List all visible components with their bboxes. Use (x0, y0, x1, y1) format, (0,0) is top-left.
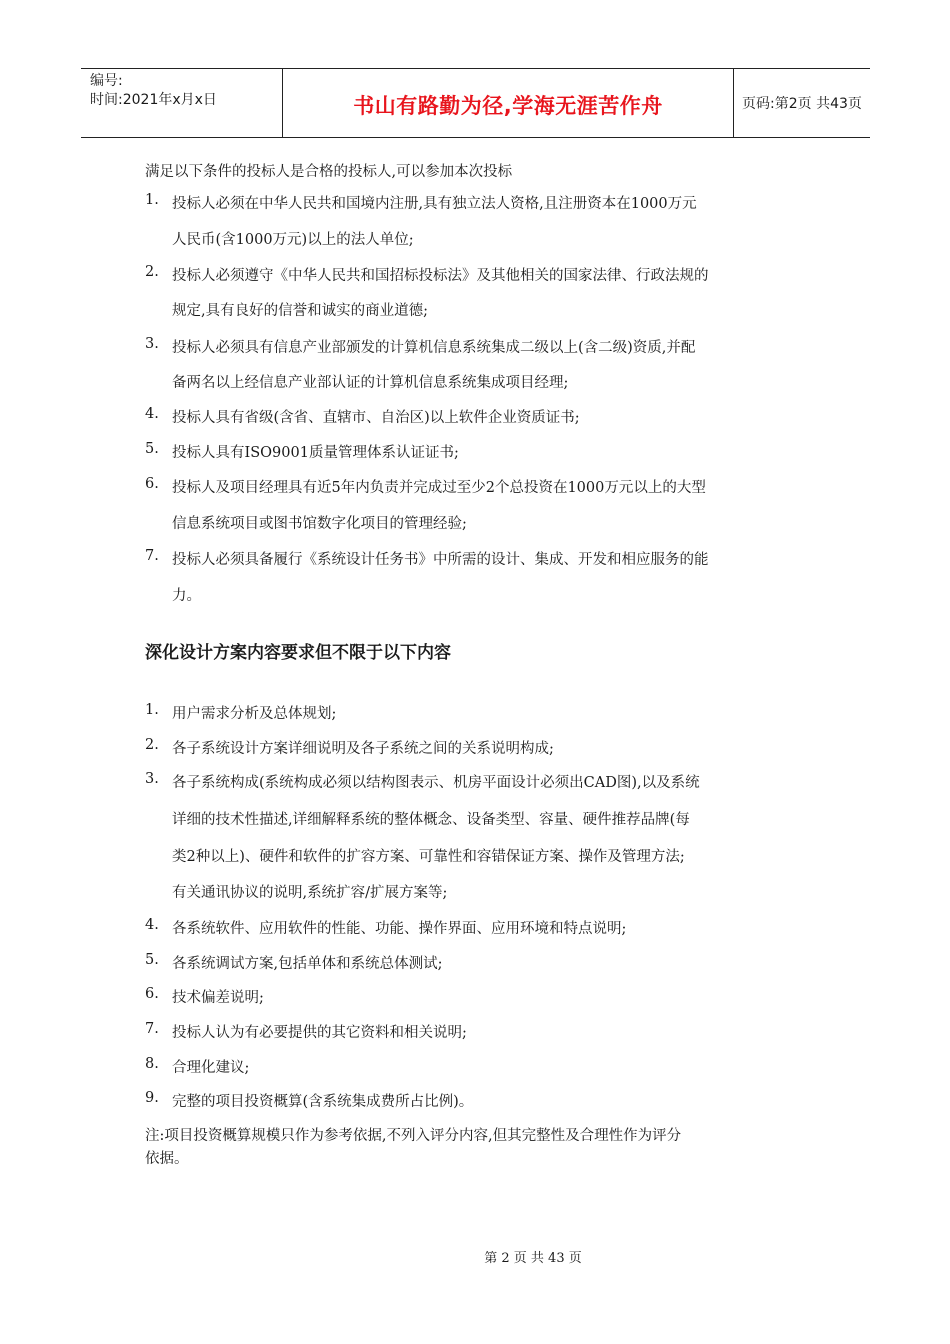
list-item-line: 规定,具有良好的信誉和诚实的商业道德; (172, 303, 428, 319)
list-item-line: 有关通讯协议的说明,系统扩容/扩展方案等; (172, 885, 448, 901)
list-item-number: 6. (145, 476, 159, 492)
list-item-number: 3. (145, 336, 159, 352)
list-item-number: 5. (145, 952, 159, 968)
list-item-line: 投标人及项目经理具有近5年内负责并完成过至少2个总投资在1000万元以上的大型 (172, 480, 706, 496)
header-page-cell (733, 69, 870, 137)
list-item-line: 投标人认为有必要提供的其它资料和相关说明; (172, 1025, 467, 1041)
list-item-number: 2. (145, 264, 159, 280)
header-motto: 书山有路勤为径,学海无涯苦作舟 (353, 94, 663, 118)
list-item-line: 信息系统项目或图书馆数字化项目的管理经验; (172, 516, 467, 532)
list-item-number: 7. (145, 548, 159, 564)
list-item-line: 用户需求分析及总体规划; (172, 706, 337, 722)
list-item-number: 1. (145, 702, 159, 718)
list-item-line: 合理化建议; (172, 1060, 250, 1076)
list-item-line: 各子系统构成(系统构成必须以结构图表示、机房平面设计必须出CAD图),以及系统 (172, 775, 700, 791)
list-item-line: 备两名以上经信息产业部认证的计算机信息系统集成项目经理; (172, 375, 569, 391)
list-item-line: 力。 (172, 588, 201, 604)
list-item-number: 4. (145, 917, 159, 933)
list-item-line: 投标人具有ISO9001质量管理体系认证证书; (172, 445, 459, 461)
list-item-line: 人民币(含1000万元)以上的法人单位; (172, 232, 414, 248)
list-item-number: 4. (145, 406, 159, 422)
list-item-line: 投标人必须具有信息产业部颁发的计算机信息系统集成二级以上(含二级)资质,并配 (172, 340, 696, 356)
list-item-line: 详细的技术性描述,详细解释系统的整体概念、设备类型、容量、硬件推荐品牌(每 (172, 812, 690, 828)
list-item-number: 5. (145, 441, 159, 457)
header-page-label: 页码:第2页 共43页 (742, 96, 862, 112)
list-item-number: 2. (145, 737, 159, 753)
list-item-number: 8. (145, 1056, 159, 1072)
page-footer (0, 1247, 950, 1266)
list-item-line: 各子系统设计方案详细说明及各子系统之间的关系说明构成; (172, 741, 554, 757)
list-item-line: 各系统软件、应用软件的性能、功能、操作界面、应用环境和特点说明; (172, 921, 627, 937)
list-item-line: 投标人必须在中华人民共和国境内注册,具有独立法人资格,且注册资本在1000万元 (172, 196, 697, 212)
note-line: 依据。 (145, 1151, 189, 1167)
list-item-line: 完整的项目投资概算(含系统集成费所占比例)。 (172, 1094, 474, 1110)
header-meta (81, 69, 282, 140)
list-item-line: 投标人必须遵守《中华人民共和国招标投标法》及其他相关的国家法律、行政法规的 (172, 268, 709, 284)
list-item-number: 6. (145, 986, 159, 1002)
time-label: 时间:2021年x月x日 (90, 92, 217, 108)
footer-page-number: 第 2 页 共 43 页 (484, 1251, 582, 1266)
list-item-line: 投标人具有省级(含省、直辖市、自治区)以上软件企业资质证书; (172, 410, 580, 426)
document-header (81, 68, 870, 138)
serial-label: 编号: (90, 73, 123, 89)
section1-intro: 满足以下条件的投标人是合格的投标人,可以参加本次投标 (145, 164, 513, 180)
note-line: 注:项目投资概算规模只作为参考依据,不列入评分内容,但其完整性及合理性作为评分 (145, 1128, 682, 1144)
list-item-number: 1. (145, 192, 159, 208)
list-item-number: 9. (145, 1090, 159, 1106)
section2-title: 深化设计方案内容要求但不限于以下内容 (145, 643, 451, 663)
list-item-line: 类2种以上)、硬件和软件的扩容方案、可靠性和容错保证方案、操作及管理方法; (172, 849, 685, 865)
list-item-line: 各系统调试方案,包括单体和系统总体测试; (172, 956, 443, 972)
list-item-number: 3. (145, 771, 159, 787)
header-motto-cell (282, 69, 734, 137)
list-item-line: 技术偏差说明; (172, 990, 264, 1006)
list-item-number: 7. (145, 1021, 159, 1037)
list-item-line: 投标人必须具备履行《系统设计任务书》中所需的设计、集成、开发和相应服务的能 (172, 552, 709, 568)
